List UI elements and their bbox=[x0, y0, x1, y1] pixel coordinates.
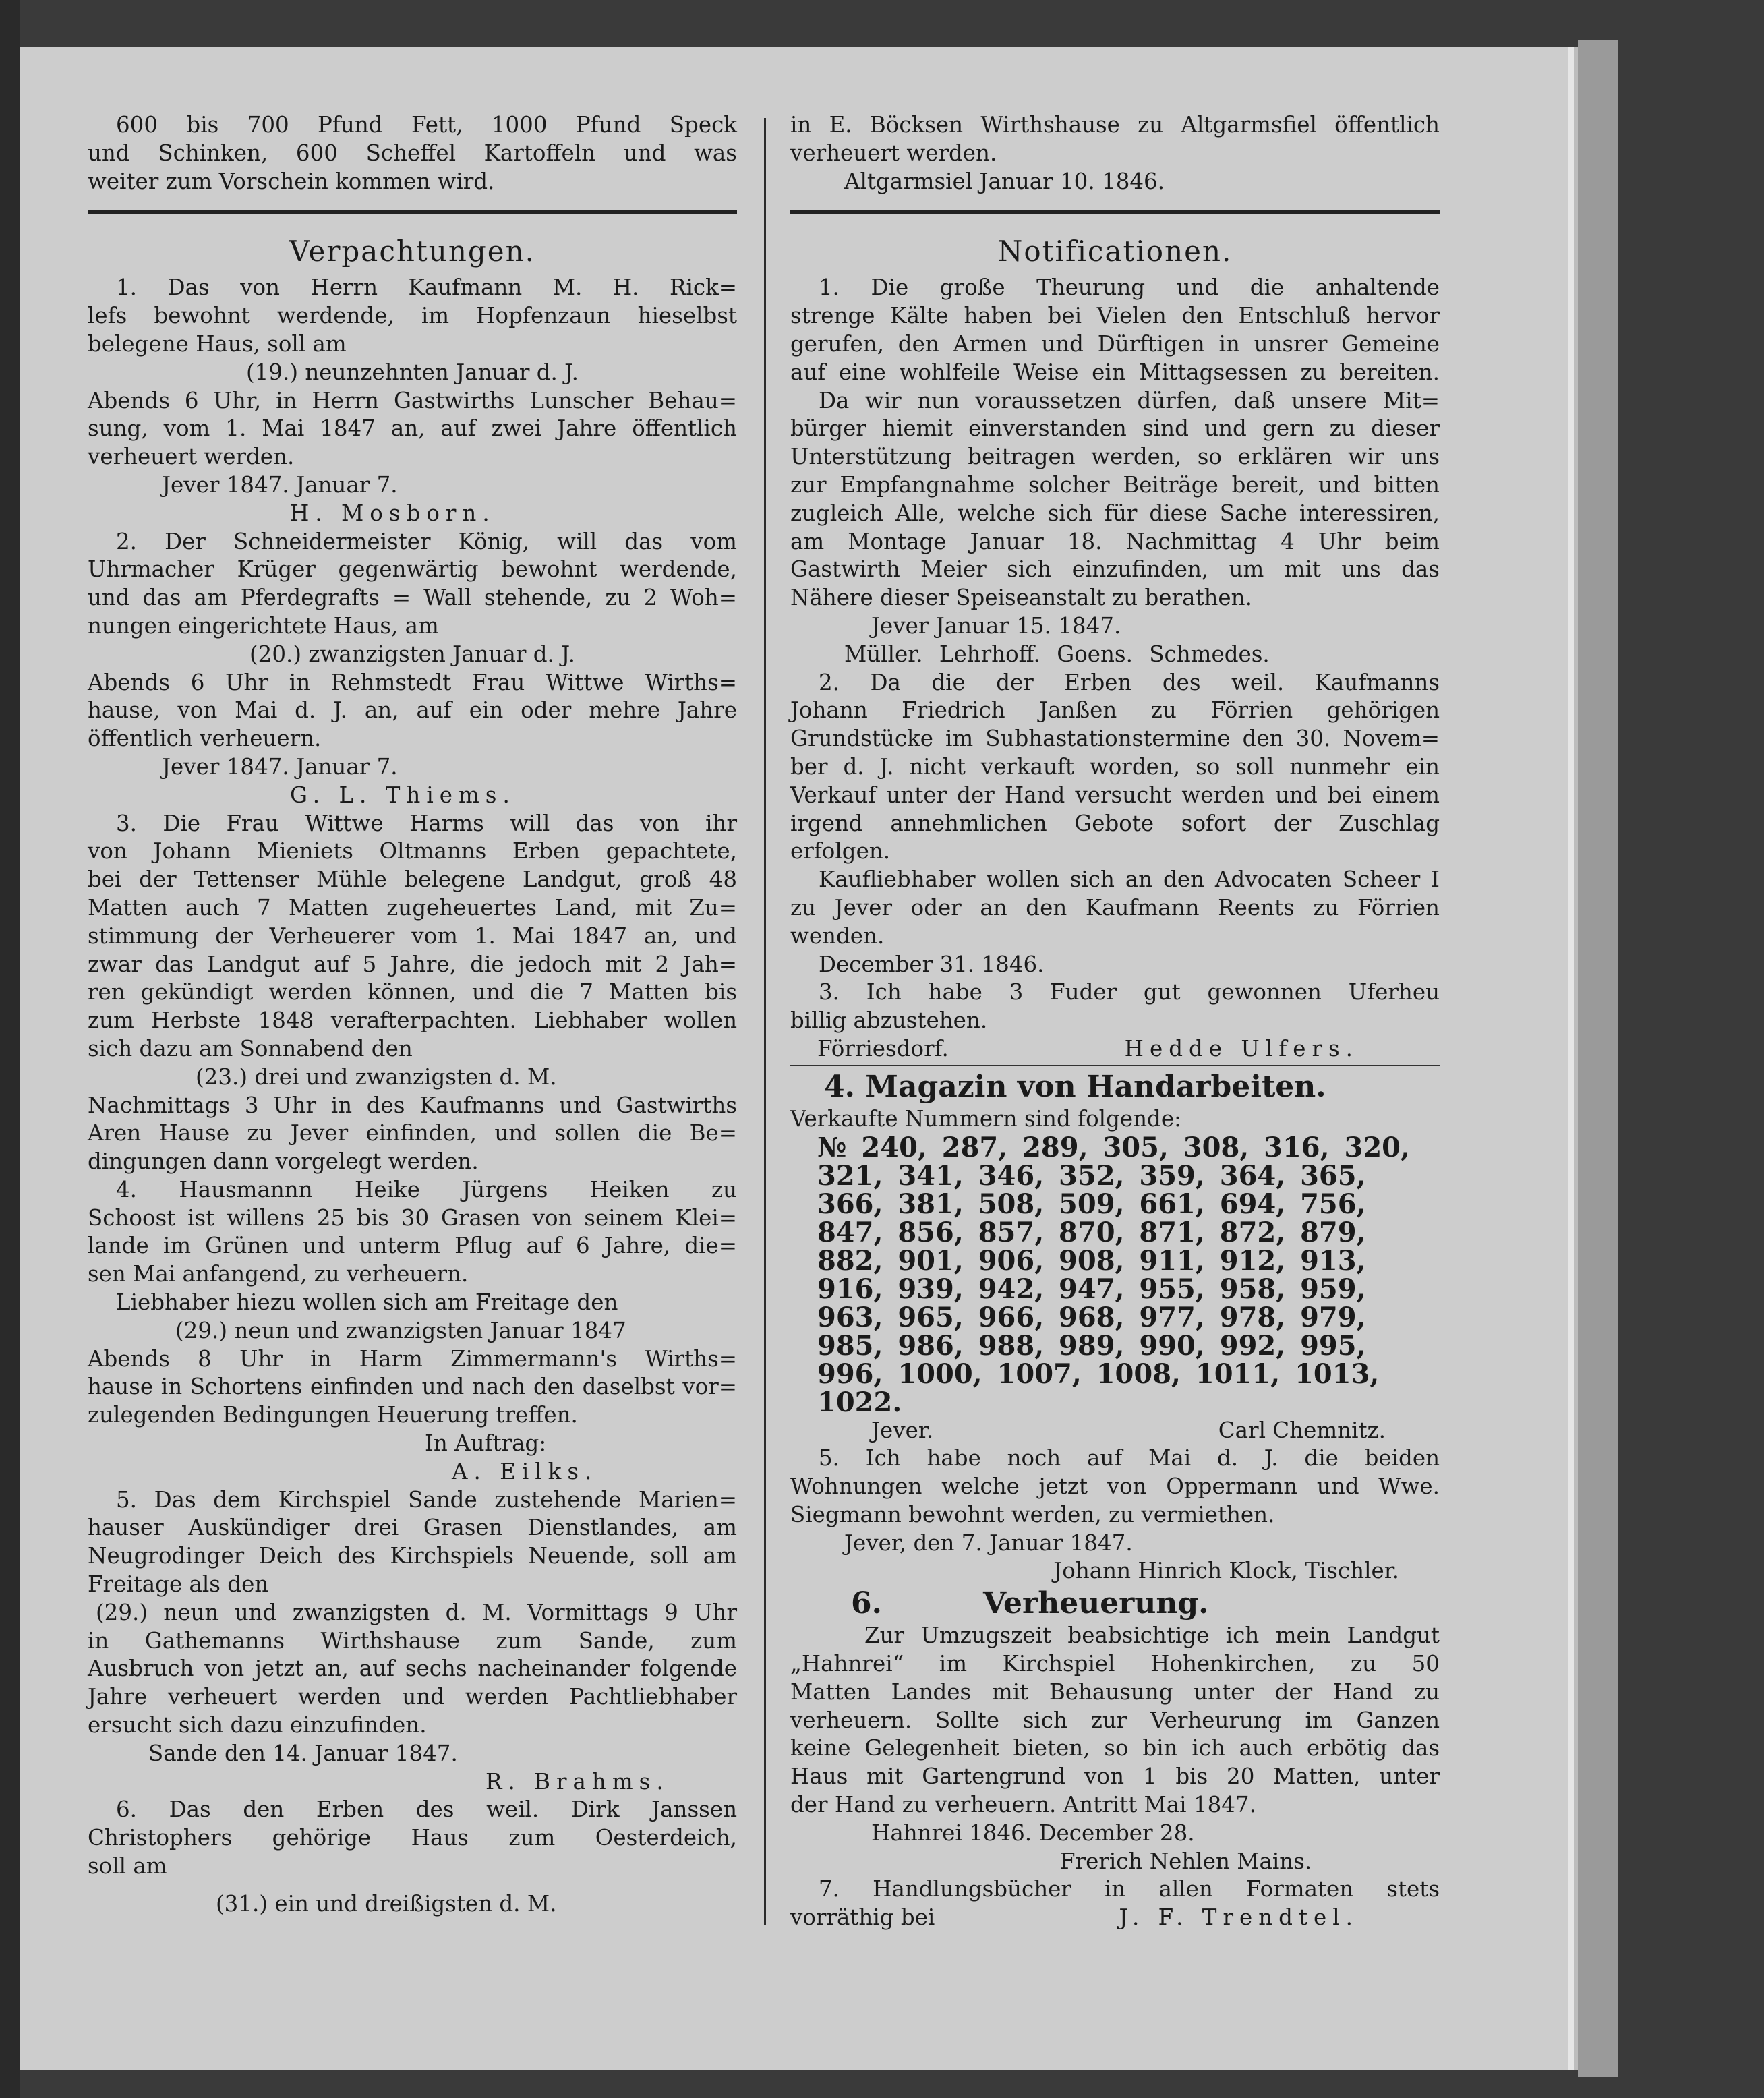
place-signature-line bbox=[790, 1904, 1440, 1932]
text-line: bei der Tettenser Mühle belegene Landgut, groß 48 bbox=[88, 867, 737, 893]
text-line: in Gathemanns Wirthshause zum Sande, zum bbox=[88, 1627, 737, 1654]
text-line: Jever 1847. Januar 7. bbox=[162, 471, 398, 498]
text-line: Uhrmacher Krüger gegenwärtig bewohnt werdende, bbox=[88, 556, 737, 583]
text-line: Grundstücke im Subhastationstermine den 30. Novem= bbox=[790, 726, 1440, 752]
text-line: Gastwirth Meier sich einzufinden, um mit uns das bbox=[790, 556, 1440, 583]
text-line: gerufen, den Armen und Dürftigen in unsrer Gemeine bbox=[790, 330, 1440, 357]
date-line: Altgarmsiel Januar 10. 1846. bbox=[844, 168, 1165, 194]
text-line: 3. Die Frau Wittwe Harms will das von ihr bbox=[116, 810, 737, 836]
text-line: zulegenden Bedingungen Heuerung treffen. bbox=[88, 1402, 578, 1428]
date-line: December 31. 1846. bbox=[819, 951, 1045, 977]
text-line: 600 bis 700 Pfund Fett, 1000 Pfund Speck bbox=[116, 112, 737, 138]
numbers-line: 366, 381, 508, 509, 661, 694, 756, bbox=[817, 1188, 1366, 1220]
text-line: strenge Kälte haben bei Vielen den Entschluß hervor bbox=[790, 303, 1440, 329]
numbers-line: 1022. bbox=[817, 1386, 902, 1418]
text-line: Ausbruch von jetzt an, auf sechs nacheinander folgende bbox=[88, 1656, 737, 1682]
text-line: Freitage als den bbox=[88, 1571, 269, 1598]
date-line: (19.) neunzehnten Januar d. J. bbox=[246, 359, 579, 385]
text-line: wenden. bbox=[790, 923, 885, 949]
notice-5 bbox=[88, 1486, 737, 1797]
notification-1 bbox=[790, 274, 1440, 668]
text-line: Abends 6 Uhr in Rehmstedt Frau Wittwe Wirths= bbox=[88, 669, 737, 695]
text-line: hause, von Mai d. J. an, auf ein oder mehre Jahre bbox=[88, 697, 737, 724]
text-line: sen Mai anfangend, zu verheuern. bbox=[88, 1261, 469, 1287]
text-line: 6. Das den Erben des weil. Dirk Janssen bbox=[116, 1797, 737, 1823]
text-line: lefs bewohnt werdende, im Hopfenzaun hieselbst bbox=[88, 303, 737, 329]
date-line: (31.) ein und dreißigsten d. M. bbox=[216, 1890, 557, 1917]
signature: J. F. Trendtel. bbox=[1119, 1904, 1359, 1931]
right-top-continuation bbox=[790, 111, 1440, 196]
text-line: irgend annehmlichen Gebote sofort der Zuschlag erfolgen. bbox=[790, 810, 1440, 865]
place-signature-line bbox=[790, 1035, 1440, 1063]
signature: R. Brahms. bbox=[486, 1768, 670, 1795]
book-spine bbox=[0, 0, 20, 2098]
text-line: billig abzustehen. bbox=[790, 1008, 988, 1034]
section-heading-verpachtungen: Verpachtungen. bbox=[289, 235, 536, 268]
text-line: Unterstützung beitragen werden, so erklären wir uns bbox=[790, 444, 1440, 470]
text-line: verheuern. Sollte sich zur Verheurung im Ganzen bbox=[790, 1707, 1440, 1733]
section-heading-notificationen: Notificationen. bbox=[997, 235, 1233, 268]
text-line: sung, vom 1. Mai 1847 an, auf zwei Jahre öffentlich bbox=[88, 415, 737, 442]
notification-7 bbox=[790, 1875, 1440, 1932]
text-line: Abends 8 Uhr in Harm Zimmermann's Wirths= bbox=[88, 1345, 737, 1372]
text-line: 5. Ich habe noch auf Mai d. J. die beiden bbox=[819, 1445, 1440, 1471]
text-line: zu Jever oder an den Kaufmann Reents zu Förrien bbox=[790, 894, 1440, 921]
text-line: hause in Schortens einfinden und nach den daselbst vor= bbox=[88, 1374, 737, 1400]
text-line: belegene Haus, soll am bbox=[88, 330, 347, 357]
date-line: Jever, den 7. Januar 1847. bbox=[844, 1529, 1133, 1556]
text-line: Wohnungen welche jetzt von Oppermann und Wwe. bbox=[790, 1474, 1440, 1500]
numbers-line: 916, 939, 942, 947, 955, 958, 959, bbox=[817, 1273, 1366, 1305]
signature: Johann Hinrich Klock, Tischler. bbox=[1053, 1558, 1399, 1584]
text-line: Verkauf unter der Hand versucht werden und bei einem bbox=[790, 782, 1440, 808]
text-line: 1. Das von Herrn Kaufmann M. H. Rick= bbox=[116, 274, 737, 301]
text-line: sich dazu am Sonnabend den bbox=[88, 1035, 413, 1061]
date-line: Hahnrei 1846. December 28. bbox=[871, 1819, 1195, 1846]
text-line: Verkaufte Nummern sind folgende: bbox=[790, 1105, 1182, 1132]
text-line: vorräthig bei bbox=[790, 1904, 935, 1931]
date-line: (20.) zwanzigsten Januar d. J. bbox=[249, 641, 575, 667]
text-line: hauser Auskündiger drei Grasen Dienstlandes, am bbox=[88, 1515, 737, 1541]
text-line: weiter zum Vorschein kommen wird. bbox=[88, 168, 495, 194]
text-line: von Johann Mieniets Oltmanns Erben gepachtete, bbox=[88, 838, 737, 865]
text-line: lande im Grünen und unterm Pflug auf 6 Jahre, die= bbox=[88, 1233, 737, 1259]
notification-4 bbox=[790, 1069, 1440, 1445]
date-line: (23.) drei und zwanzigsten d. M. bbox=[196, 1063, 557, 1090]
text-line: Christophers gehörige Haus zum Oesterdeich, bbox=[88, 1825, 737, 1851]
text-line: Liebhaber hiezu wollen sich am Freitage den bbox=[116, 1289, 618, 1316]
text-line: zum Herbste 1848 verafterpachten. Liebhaber wollen bbox=[88, 1008, 737, 1034]
date-line: (29.) neun und zwanzigsten Januar 1847 bbox=[175, 1317, 626, 1343]
column-divider bbox=[764, 118, 766, 1925]
text-line: Jever 1847. Januar 7. bbox=[162, 753, 398, 780]
text-line: ber d. J. nicht verkauft worden, so soll nunmehr ein bbox=[790, 753, 1440, 780]
notice-2 bbox=[88, 528, 737, 810]
date-line: Jever Januar 15. 1847. bbox=[871, 612, 1121, 639]
text-line: Kaufliebhaber wollen sich an den Advocaten Scheer I bbox=[819, 867, 1440, 893]
text-line: ersucht sich dazu einzufinden. bbox=[88, 1712, 427, 1739]
text-line: soll am bbox=[88, 1853, 167, 1880]
horizontal-rule bbox=[790, 210, 1440, 214]
notification-3 bbox=[790, 979, 1440, 1063]
text-line: bürger hiemit einverstanden sind und gern zu dieser bbox=[790, 415, 1440, 442]
text-line: Jahre verheuert werden und werden Pachtliebhaber bbox=[88, 1684, 737, 1710]
signature: Frerich Nehlen Mains. bbox=[1060, 1848, 1312, 1874]
text-line: Neugrodinger Deich des Kirchspiels Neuende, soll am bbox=[88, 1543, 737, 1569]
notice-3 bbox=[88, 810, 737, 1176]
signature: H. Mosborn. bbox=[290, 500, 496, 526]
text-line: verheuert werden. bbox=[88, 444, 295, 470]
text-line: 5. Das dem Kirchspiel Sande zustehende Marien= bbox=[116, 1486, 737, 1513]
text-line: öffentlich verheuern. bbox=[88, 726, 322, 752]
text-line: Matten auch 7 Matten zugeheuertes Land, mit Zu= bbox=[88, 894, 737, 921]
text-line: 4. Hausmannn Heike Jürgens Heiken zu bbox=[116, 1176, 737, 1202]
horizontal-rule bbox=[88, 210, 737, 214]
text-line: Nähere dieser Speiseanstalt zu berathen. bbox=[790, 585, 1252, 611]
text-line: und Schinken, 600 Scheffel Kartoffeln und was bbox=[88, 140, 737, 166]
text-line: Da wir nun voraussetzen dürfen, daß unsere Mit= bbox=[819, 387, 1440, 413]
text-line: Johann Friedrich Janßen zu Förrien gehörigen bbox=[790, 697, 1440, 724]
text-line: Sande den 14. Januar 1847. bbox=[148, 1740, 458, 1766]
text-line: 2. Der Schneidermeister König, will das vom bbox=[116, 528, 737, 554]
horizontal-rule bbox=[790, 1065, 1440, 1066]
text-line: keine Gelegenheit bieten, so bin ich auch erbötig das bbox=[790, 1735, 1440, 1761]
text-line: nungen eingerichtete Haus, am bbox=[88, 612, 439, 639]
numbers-line: 996, 1000, 1007, 1008, 1011, 1013, bbox=[817, 1358, 1380, 1390]
text-line: Nachmittags 3 Uhr in des Kaufmanns und Gastwirths bbox=[88, 1092, 737, 1118]
magazin-heading: 4. Magazin von Handarbeiten. bbox=[824, 1069, 1326, 1104]
signature: A. Eilks. bbox=[452, 1458, 598, 1484]
text-line: zwar das Landgut auf 5 Jahre, die jedoch mit 2 Jah= bbox=[88, 951, 737, 977]
text-line: und das am Pferdegrafts = Wall stehende, zu 2 Woh= bbox=[88, 585, 737, 611]
numbers-line: 847, 856, 857, 870, 871, 872, 879, bbox=[817, 1216, 1366, 1248]
text-line: 2. Da die der Erben des weil. Kaufmanns bbox=[819, 669, 1440, 695]
text-line: 7. Handlungsbücher in allen Formaten stets bbox=[819, 1876, 1440, 1902]
text-line: verheuert werden. bbox=[790, 140, 997, 166]
verheuerung-heading bbox=[790, 1585, 1440, 1622]
numbers-line: 985, 986, 988, 989, 990, 992, 995, bbox=[817, 1329, 1366, 1362]
text-line: 1. Die große Theurung und die anhaltende bbox=[819, 274, 1440, 301]
text-line: Haus mit Gartengrund von 1 bis 20 Matten, unter bbox=[790, 1764, 1440, 1790]
place: Jever. bbox=[871, 1417, 934, 1443]
sold-numbers-list bbox=[790, 1131, 1440, 1418]
numbers-line: 882, 901, 906, 908, 911, 912, 913, bbox=[817, 1244, 1366, 1277]
numbers-line: 963, 965, 966, 968, 977, 978, 979, bbox=[817, 1301, 1366, 1333]
right-column bbox=[790, 111, 1440, 1932]
heading-number: 6. bbox=[851, 1586, 882, 1621]
heading-title: Verheuerung. bbox=[982, 1586, 1209, 1621]
left-top-continuation bbox=[88, 111, 737, 196]
text-line: der Hand zu verheuern. Antritt Mai 1847. bbox=[790, 1792, 1256, 1818]
notification-5 bbox=[790, 1445, 1440, 1585]
text-line: „Hahnrei“ im Kirchspiel Hohenkirchen, zu 50 bbox=[790, 1651, 1440, 1677]
text-line: stimmung der Verheuerer vom 1. Mai 1847 an, und bbox=[88, 923, 737, 949]
notification-6 bbox=[790, 1585, 1440, 1875]
text-line: 3. Ich habe 3 Fuder gut gewonnen Uferheu bbox=[819, 979, 1440, 1006]
place: Förriesdorf. bbox=[817, 1035, 949, 1061]
date-line: (29.) neun und zwanzigsten d. M. Vormittags 9 Uhr bbox=[96, 1599, 737, 1625]
text-line: dingungen dann vorgelegt werden. bbox=[88, 1148, 479, 1175]
place-signature-line bbox=[790, 1417, 1440, 1445]
text-line: In Auftrag: bbox=[425, 1430, 547, 1457]
signature: G. L. Thiems. bbox=[290, 782, 516, 808]
text-line: zur Empfangnahme solcher Beiträge bereit, und bitten bbox=[790, 471, 1440, 498]
numbers-line: 321, 341, 346, 352, 359, 364, 365, bbox=[817, 1159, 1366, 1192]
notice-1 bbox=[88, 274, 737, 527]
notice-6 bbox=[88, 1796, 737, 1918]
text-line: zugleich Alle, welche sich für diese Sache interessiren, bbox=[790, 500, 1440, 526]
text-line: Matten Landes mit Behausung unter der Hand zu bbox=[790, 1679, 1440, 1705]
text-line: Zur Umzugszeit beabsichtige ich mein Landgut bbox=[864, 1623, 1440, 1649]
text-line: auf eine wohlfeile Weise ein Mittagsessen zu bereiten. bbox=[790, 359, 1440, 385]
text-line: Schoost ist willens 25 bis 30 Grasen von seinem Klei= bbox=[88, 1204, 737, 1231]
page-edge bbox=[1578, 40, 1618, 2077]
numbers-line: № 240, 287, 289, 305, 308, 316, 320, bbox=[817, 1131, 1410, 1163]
signature: Carl Chemnitz. bbox=[1218, 1417, 1386, 1443]
text-line: ren gekündigt werden können, und die 7 Matten bis bbox=[88, 979, 737, 1006]
left-column bbox=[88, 111, 737, 1919]
text-line: am Montage Januar 18. Nachmittag 4 Uhr beim bbox=[790, 528, 1440, 554]
signature: Hedde Ulfers. bbox=[1124, 1035, 1359, 1061]
notification-2 bbox=[790, 669, 1440, 979]
notice-4 bbox=[88, 1176, 737, 1486]
signatures: Müller. Lehrhoff. Goens. Schmedes. bbox=[844, 641, 1270, 667]
text-line: Siegmann bewohnt werden, zu vermiethen. bbox=[790, 1501, 1275, 1527]
text-line: Aren Hause zu Jever einfinden, und sollen die Be= bbox=[88, 1120, 737, 1146]
text-line: in E. Böcksen Wirthshause zu Altgarmsfiel öffentlich bbox=[790, 112, 1440, 138]
text-line: Abends 6 Uhr, in Herrn Gastwirths Lunscher Behau= bbox=[88, 387, 737, 413]
